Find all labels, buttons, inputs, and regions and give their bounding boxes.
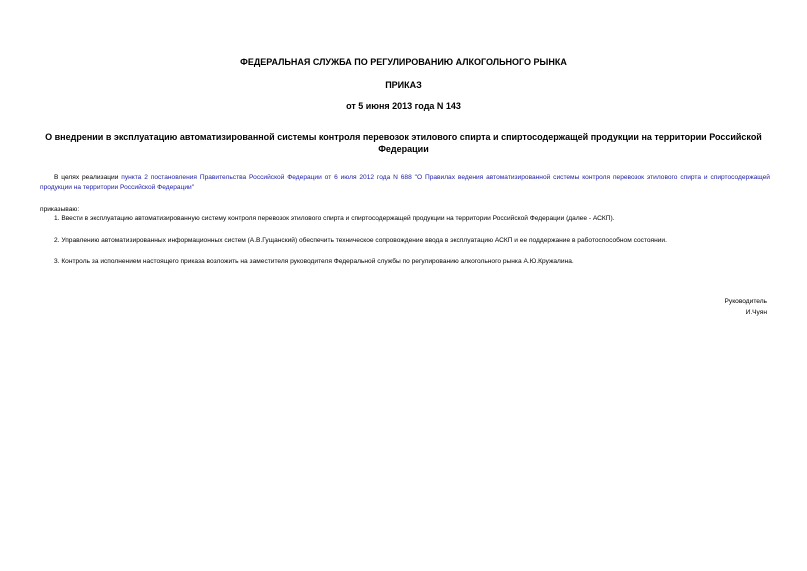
orders-label: приказываю: (40, 206, 80, 213)
agency-title: ФЕДЕРАЛЬНАЯ СЛУЖБА ПО РЕГУЛИРОВАНИЮ АЛКОГОЛЬНОГО РЫНКА (240, 57, 567, 67)
signatory-position: Руководитель (724, 298, 767, 305)
order-item-2: 2. Управлению автоматизированных информационных систем (А.В.Гущанский) обеспечить техническое сопровождение ввода в эксплуатацию АСКП и ее поддержание в работоспособном состоянии. (54, 237, 667, 244)
order-item-3: 3. Контроль за исполнением настоящего приказа возложить на заместителя руководителя Федеральной службы по регулированию алкогольного рынка А.Ю.Кружалина. (54, 258, 574, 265)
preamble-lead: В целях реализации (54, 174, 122, 181)
signatory-name: И.Чуян (745, 309, 767, 316)
document-date: от 5 июня 2013 года N 143 (346, 101, 461, 111)
preamble-paragraph (40, 173, 770, 193)
order-item-1: 1. Ввести в эксплуатацию автоматизированную систему контроля перевозок этилового спирта и спиртосодержащей продукции на территории Российской Федерации (далее - АСКП). (54, 215, 615, 222)
document-type: ПРИКАЗ (385, 80, 422, 90)
document-subject: О внедрении в эксплуатацию автоматизированной системы контроля перевозок этилового спирта и спиртосодержащей продукции на территории Российской Федерации (45, 132, 762, 154)
legal-reference-link[interactable]: пункта 2 постановления Правительства Российской Федерации от 6 июля 2012 года N 688 "О Правилах ведения автоматизированной системы контроля перевозок этилового спирта и спиртосодержащей продукции на территории Российской Федерации" (40, 174, 770, 191)
